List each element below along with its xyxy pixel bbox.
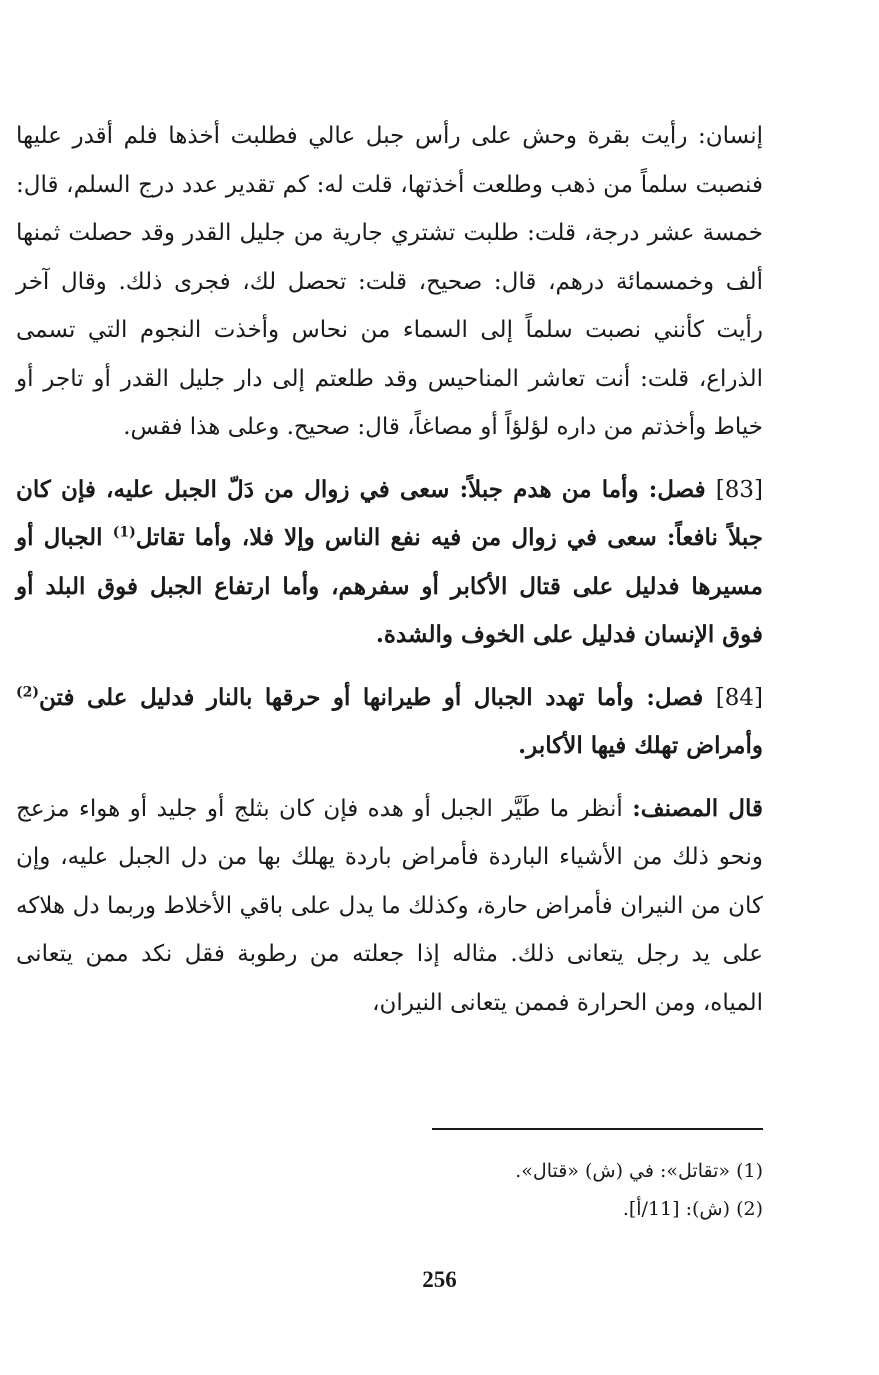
section-text: وأما من هدم جبلاً: سعى في زوال من دَلّ الجبل عليه، فإن كان جبلاً نافعاً: سعى في زوال من فيه نفع الناس وإلا فلا، وأما تقاتل xyxy=(16,475,763,551)
section-text-continued: وأمراض تهلك فيها الأكابر. xyxy=(518,732,763,759)
main-text xyxy=(16,112,763,1027)
section-text: وأما تهدد الجبال أو طيرانها أو حرقها بالنار فدليل على فتن xyxy=(39,683,634,711)
footnote-ref-1: (1) xyxy=(112,524,136,541)
footnote-ref-2: (2) xyxy=(16,683,39,700)
section-83 xyxy=(16,466,763,660)
section-number: [83] xyxy=(715,476,764,503)
footnote-divider xyxy=(432,1128,763,1130)
footnote-1 xyxy=(16,1152,763,1190)
paragraph-text: إنسان: رأيت بقرة وحش على رأس جبل عالي فطلبت أخذها فلم أقدر عليها فنصبت سلماً من ذهب وطلعت أخذتها، قلت له: كم تقدير عدد درج السلم، قال: خمسة عشر درجة، قلت: طلبت تشتري جارية من جليل القدر وقد حصلت ثمنها ألف وخمسمائة درهم، قال: صحيح، قلت: تحصل لك، فجرى ذلك. وقال آخر رأيت كأنني نصبت سلماً إلى السماء من نحاس وأخذت النجوم التي تسمى الذراع، قلت: أنت تعاشر المناحيس وقد طلعتم إلى دار جليل القدر أو تاجر أو خياط وأخذتم من داره لؤلؤاً أو مصاغاً، قال: صحيح. وعلى هذا فقس. xyxy=(16,123,763,440)
section-number: [84] xyxy=(715,684,763,711)
page-number: 256 xyxy=(422,1267,457,1292)
author-commentary xyxy=(16,785,763,1028)
author-label: قال المصنف: xyxy=(632,794,763,822)
footnote-number: (1) xyxy=(736,1160,763,1182)
section-label: فصل: xyxy=(646,683,704,711)
section-text-continued: الجبال أو مسيرها فدليل على قتال الأكابر أو سفرهم، وأما ارتفاع الجبل فوق البلد أو فوق الإنسان فدليل على الخوف والشدة. xyxy=(16,524,763,648)
commentary-text: أنظر ما طَيَّر الجبل أو هده فإن كان بثلج أو جليد أو هواء مزعج ونحو ذلك من الأشياء الباردة فأمراض باردة يهلك بها من دل الجبل عليه، وإن كان من النيران فأمراض حارة، وكذلك ما يدل على باقي الأخلاط وربما دل هلاكه على يد رجل يتعانى ذلك. مثاله إذا جعلته من رطوبة فقل نكد ممن يتعانى المياه، ومن الحرارة فممن يتعانى النيران، xyxy=(16,795,763,1016)
footnote-number: (2) xyxy=(736,1198,763,1220)
paragraph-dream-interpretations xyxy=(16,112,763,452)
section-label: فصل: xyxy=(648,475,706,503)
footnote-text: (ش): [11/أ]. xyxy=(622,1198,731,1220)
section-84 xyxy=(16,674,763,771)
footnote-2 xyxy=(16,1190,763,1228)
footnote-text: «تقاتل»: في (ش) «قتال». xyxy=(515,1160,731,1182)
footnotes xyxy=(16,1152,763,1228)
